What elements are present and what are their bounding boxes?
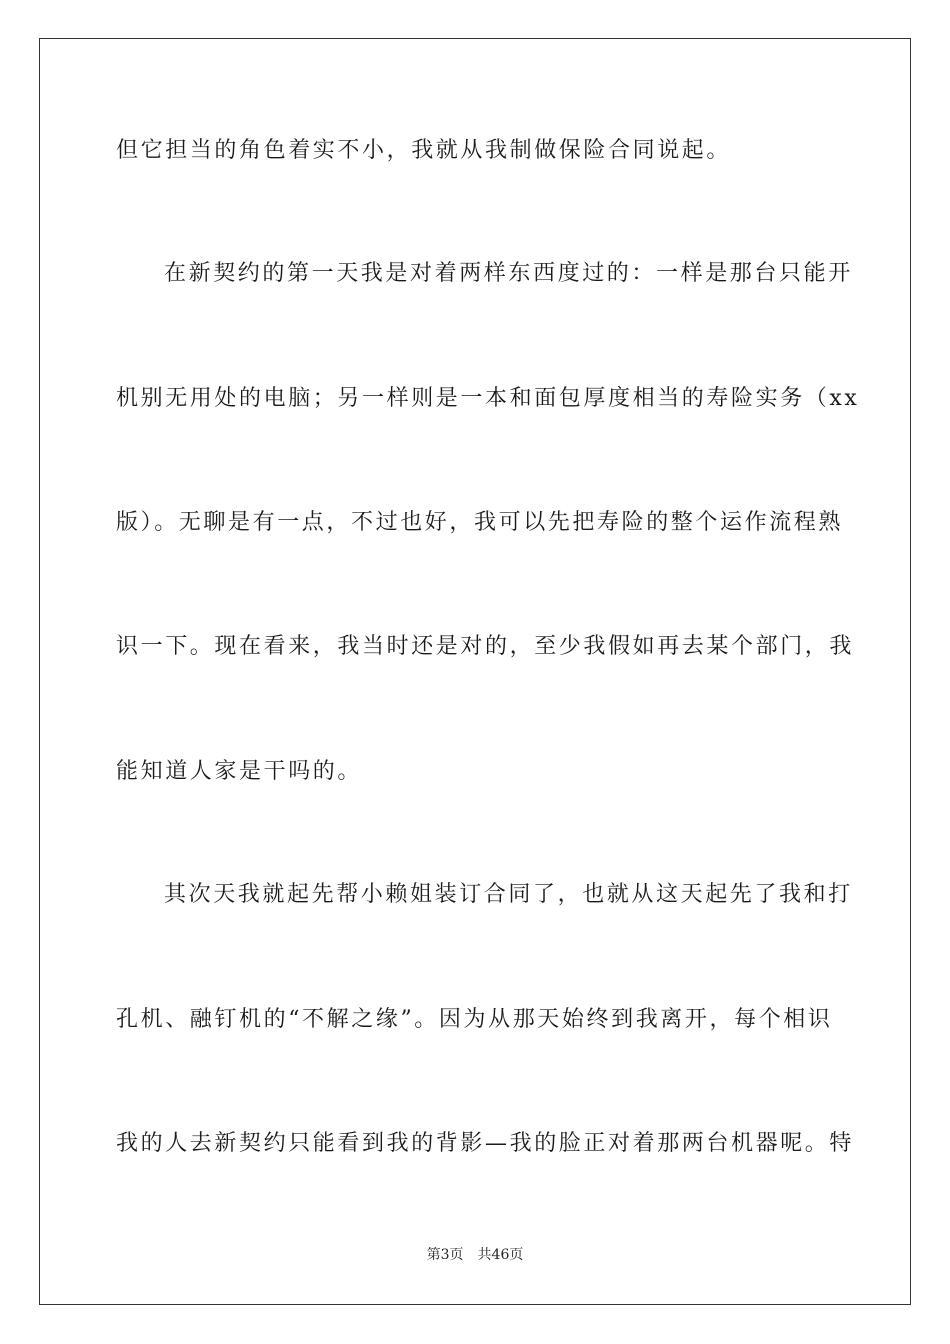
total-pages: 共46页 bbox=[477, 1247, 524, 1263]
page-number: 第3页 bbox=[426, 1247, 464, 1263]
paragraph-start-line: 其次天我就起先帮小赖姐装订合同了，也就从这天起先了我和打 bbox=[164, 882, 853, 907]
text-line: 识一下。现在看来，我当时还是对的，至少我假如再去某个部门，我 bbox=[116, 634, 855, 659]
text-line: 我的人去新契约只能看到我的背影—我的脸正对着那两台机器呢。特 bbox=[116, 1131, 855, 1156]
text-line: 机别无用处的电脑；另一样则是一本和面包厚度相当的寿险实务（xx bbox=[116, 386, 860, 411]
page-footer bbox=[0, 1246, 950, 1264]
text-line: 但它担当的角色着实不小，我就从我制做保险合同说起。 bbox=[116, 138, 732, 163]
paragraph-start-line: 在新契约的第一天我是对着两样东西度过的：一样是那台只能开 bbox=[164, 261, 853, 286]
text-line: 孔机、融钉机的“不解之缘”。因为从那天始终到我离开，每个相识 bbox=[116, 1007, 833, 1032]
text-line: 能知道人家是干吗的。 bbox=[116, 759, 363, 784]
text-line: 版）。无聊是有一点，不过也好，我可以先把寿险的整个运作流程熟 bbox=[116, 510, 844, 535]
page-border bbox=[39, 38, 911, 1305]
